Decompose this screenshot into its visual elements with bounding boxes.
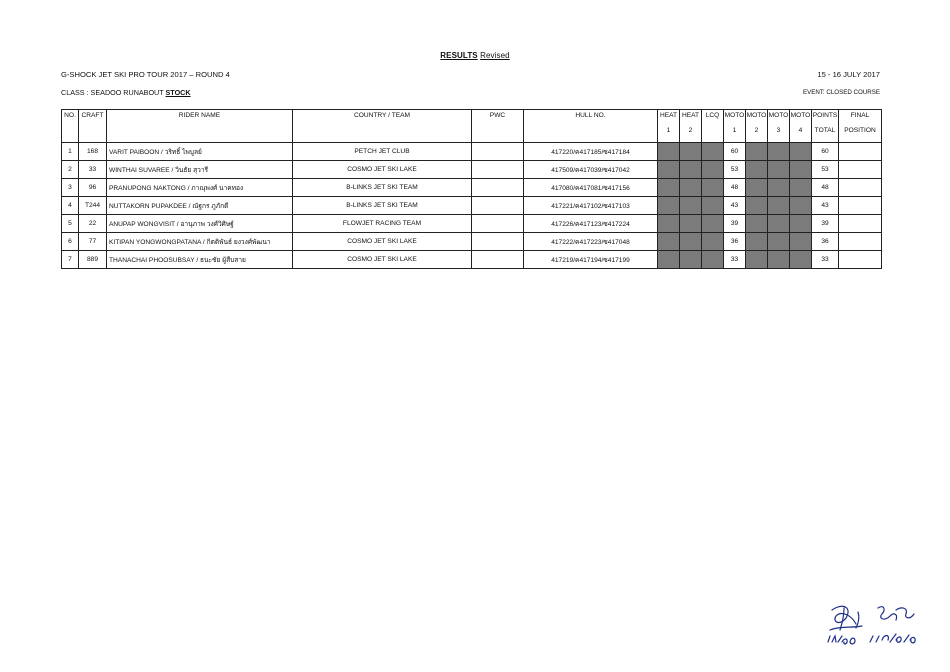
cell-final <box>839 161 882 179</box>
cell-team: FLOWJET RACING TEAM <box>293 215 472 233</box>
cell-lcq <box>702 143 724 161</box>
cell-lcq <box>702 215 724 233</box>
cell-total: 60 <box>812 143 839 161</box>
cell-craft: 22 <box>79 215 107 233</box>
cell-final <box>839 143 882 161</box>
cell-craft: 96 <box>79 179 107 197</box>
cell-lcq <box>702 233 724 251</box>
moto-label: MOTO <box>768 112 789 119</box>
cell-moto-4 <box>790 233 812 251</box>
cell-moto-1: 60 <box>724 143 746 161</box>
col-rider: RIDER NAME <box>107 110 293 143</box>
cell-rider: WINTHAI SUVAREE / วินธัย สุวารี <box>107 161 293 179</box>
cell-lcq <box>702 161 724 179</box>
table-row <box>62 179 882 197</box>
cell-pwc <box>472 197 524 215</box>
cell-moto-4 <box>790 179 812 197</box>
col-hull: HULL NO. <box>524 110 658 143</box>
results-heading: RESULTS <box>440 51 478 60</box>
cell-heat-2 <box>680 215 702 233</box>
cell-hull: 417221/ค417102/ซ417103 <box>524 197 658 215</box>
table-header-row <box>62 110 882 143</box>
cell-moto-3 <box>768 179 790 197</box>
cell-pwc <box>472 251 524 269</box>
cell-team: PETCH JET CLUB <box>293 143 472 161</box>
cell-moto-3 <box>768 143 790 161</box>
cell-final <box>839 179 882 197</box>
cell-no: 7 <box>62 251 79 269</box>
results-title <box>0 51 950 60</box>
col-craft: CRAFT <box>79 110 107 143</box>
cell-final <box>839 197 882 215</box>
table-row <box>62 233 882 251</box>
cell-moto-3 <box>768 161 790 179</box>
cell-pwc <box>472 161 524 179</box>
cell-moto-2 <box>746 179 768 197</box>
cell-no: 6 <box>62 233 79 251</box>
cell-moto-4 <box>790 197 812 215</box>
moto-label: MOTO <box>790 112 811 119</box>
heat-label: HEAT <box>681 112 700 119</box>
heat-number: 2 <box>688 127 693 134</box>
cell-pwc <box>472 233 524 251</box>
moto-label: MOTO <box>724 112 745 119</box>
cell-team: COSMO JET SKI LAKE <box>293 233 472 251</box>
cell-craft: 168 <box>79 143 107 161</box>
cell-moto-1: 43 <box>724 197 746 215</box>
cell-team: COSMO JET SKI LAKE <box>293 161 472 179</box>
cell-total: 48 <box>812 179 839 197</box>
cell-total: 36 <box>812 233 839 251</box>
cell-no: 4 <box>62 197 79 215</box>
cell-moto-1: 33 <box>724 251 746 269</box>
cell-heat-1 <box>658 251 680 269</box>
cell-heat-2 <box>680 233 702 251</box>
cell-heat-2 <box>680 143 702 161</box>
cell-final <box>839 233 882 251</box>
cell-team: COSMO JET SKI LAKE <box>293 251 472 269</box>
col-moto-4 <box>790 110 812 143</box>
points-label: POINTS <box>812 112 838 119</box>
moto-number: 4 <box>798 127 803 134</box>
cell-lcq <box>702 197 724 215</box>
moto-number: 2 <box>754 127 759 134</box>
cell-rider: VARIT PAIBOON / วริทธิ์ ไพบูลย์ <box>107 143 293 161</box>
cell-heat-2 <box>680 251 702 269</box>
cell-moto-2 <box>746 161 768 179</box>
cell-pwc <box>472 179 524 197</box>
cell-rider: THANACHAI PHOOSUBSAY / ธนะชัย ผู้สืบสาย <box>107 251 293 269</box>
cell-rider: KITIPAN YONGWONGPATANA / กิตติพันธ์ ยงวงศ์พัฒนา <box>107 233 293 251</box>
table-row <box>62 251 882 269</box>
cell-heat-2 <box>680 179 702 197</box>
cell-lcq <box>702 251 724 269</box>
cell-heat-2 <box>680 161 702 179</box>
moto-number: 1 <box>732 127 737 134</box>
col-moto-2 <box>746 110 768 143</box>
col-team: COUNTRY / TEAM <box>293 110 472 143</box>
cell-craft: T244 <box>79 197 107 215</box>
heat-label: HEAT <box>659 112 678 119</box>
col-heat-1 <box>658 110 680 143</box>
cell-rider: NUTTAKORN PUPAKDEE / ณัฐกร ภูภักดี <box>107 197 293 215</box>
class-name: STOCK <box>165 88 191 97</box>
cell-no: 2 <box>62 161 79 179</box>
cell-moto-3 <box>768 215 790 233</box>
cell-final <box>839 251 882 269</box>
class-prefix: CLASS : SEADOO RUNABOUT <box>61 88 166 97</box>
cell-total: 53 <box>812 161 839 179</box>
cell-moto-1: 39 <box>724 215 746 233</box>
cell-moto-4 <box>790 143 812 161</box>
cell-heat-1 <box>658 197 680 215</box>
cell-pwc <box>472 215 524 233</box>
cell-moto-2 <box>746 251 768 269</box>
cell-pwc <box>472 143 524 161</box>
cell-moto-2 <box>746 143 768 161</box>
event-name: G-SHOCK JET SKI PRO TOUR 2017 – ROUND 4 <box>61 70 230 79</box>
event-date: 15 - 16 JULY 2017 <box>817 70 880 79</box>
cell-heat-1 <box>658 179 680 197</box>
col-lcq: LCQ <box>702 110 724 143</box>
cell-heat-1 <box>658 143 680 161</box>
cell-final <box>839 215 882 233</box>
cell-craft: 889 <box>79 251 107 269</box>
cell-moto-4 <box>790 215 812 233</box>
col-moto-3 <box>768 110 790 143</box>
col-points-total <box>812 110 839 143</box>
table-row <box>62 215 882 233</box>
cell-moto-3 <box>768 197 790 215</box>
cell-craft: 33 <box>79 161 107 179</box>
cell-total: 39 <box>812 215 839 233</box>
position-label: POSITION <box>844 127 876 134</box>
cell-moto-1: 53 <box>724 161 746 179</box>
cell-heat-1 <box>658 233 680 251</box>
moto-number: 3 <box>776 127 781 134</box>
cell-total: 33 <box>812 251 839 269</box>
signature-right <box>866 600 922 652</box>
col-moto-1 <box>724 110 746 143</box>
cell-moto-3 <box>768 251 790 269</box>
cell-moto-4 <box>790 161 812 179</box>
cell-no: 5 <box>62 215 79 233</box>
class-line <box>61 88 191 97</box>
cell-hull: 417226/ค417123/ซ417224 <box>524 215 658 233</box>
col-heat-2 <box>680 110 702 143</box>
total-label: TOTAL <box>814 127 836 134</box>
cell-hull: 417080/ค417081/ซ417156 <box>524 179 658 197</box>
cell-rider: PRANUPONG NAKTONG / ภาณุพงศ์ นาคทอง <box>107 179 293 197</box>
cell-heat-1 <box>658 215 680 233</box>
cell-no: 1 <box>62 143 79 161</box>
table-row <box>62 197 882 215</box>
col-no: NO. <box>62 110 79 143</box>
cell-rider: ANUPAP WONGVISIT / อานุภาพ วงศ์วิศิษฐ์ <box>107 215 293 233</box>
col-final-position <box>839 110 882 143</box>
results-table <box>61 109 882 269</box>
cell-hull: 417509/ค417039/ซ417042 <box>524 161 658 179</box>
cell-no: 3 <box>62 179 79 197</box>
cell-moto-1: 36 <box>724 233 746 251</box>
cell-moto-2 <box>746 197 768 215</box>
final-label: FINAL <box>850 112 870 119</box>
col-pwc: PWC <box>472 110 524 143</box>
cell-moto-2 <box>746 215 768 233</box>
cell-moto-2 <box>746 233 768 251</box>
cell-hull: 417220/ค417185/ซ417184 <box>524 143 658 161</box>
cell-lcq <box>702 179 724 197</box>
cell-total: 43 <box>812 197 839 215</box>
cell-moto-1: 48 <box>724 179 746 197</box>
event-type: EVENT: CLOSED COURSE <box>802 89 880 96</box>
moto-label: MOTO <box>746 112 767 119</box>
revised-label: Revised <box>480 51 510 60</box>
cell-team: B-LINKS JET SKI TEAM <box>293 179 472 197</box>
cell-moto-3 <box>768 233 790 251</box>
cell-hull: 417222/ค417223/ซ417048 <box>524 233 658 251</box>
cell-team: B-LINKS JET SKI TEAM <box>293 197 472 215</box>
cell-heat-2 <box>680 197 702 215</box>
table-row <box>62 143 882 161</box>
cell-craft: 77 <box>79 233 107 251</box>
cell-hull: 417219/ค417194/ซ417199 <box>524 251 658 269</box>
cell-heat-1 <box>658 161 680 179</box>
heat-number: 1 <box>666 127 671 134</box>
table-row <box>62 161 882 179</box>
cell-moto-4 <box>790 251 812 269</box>
